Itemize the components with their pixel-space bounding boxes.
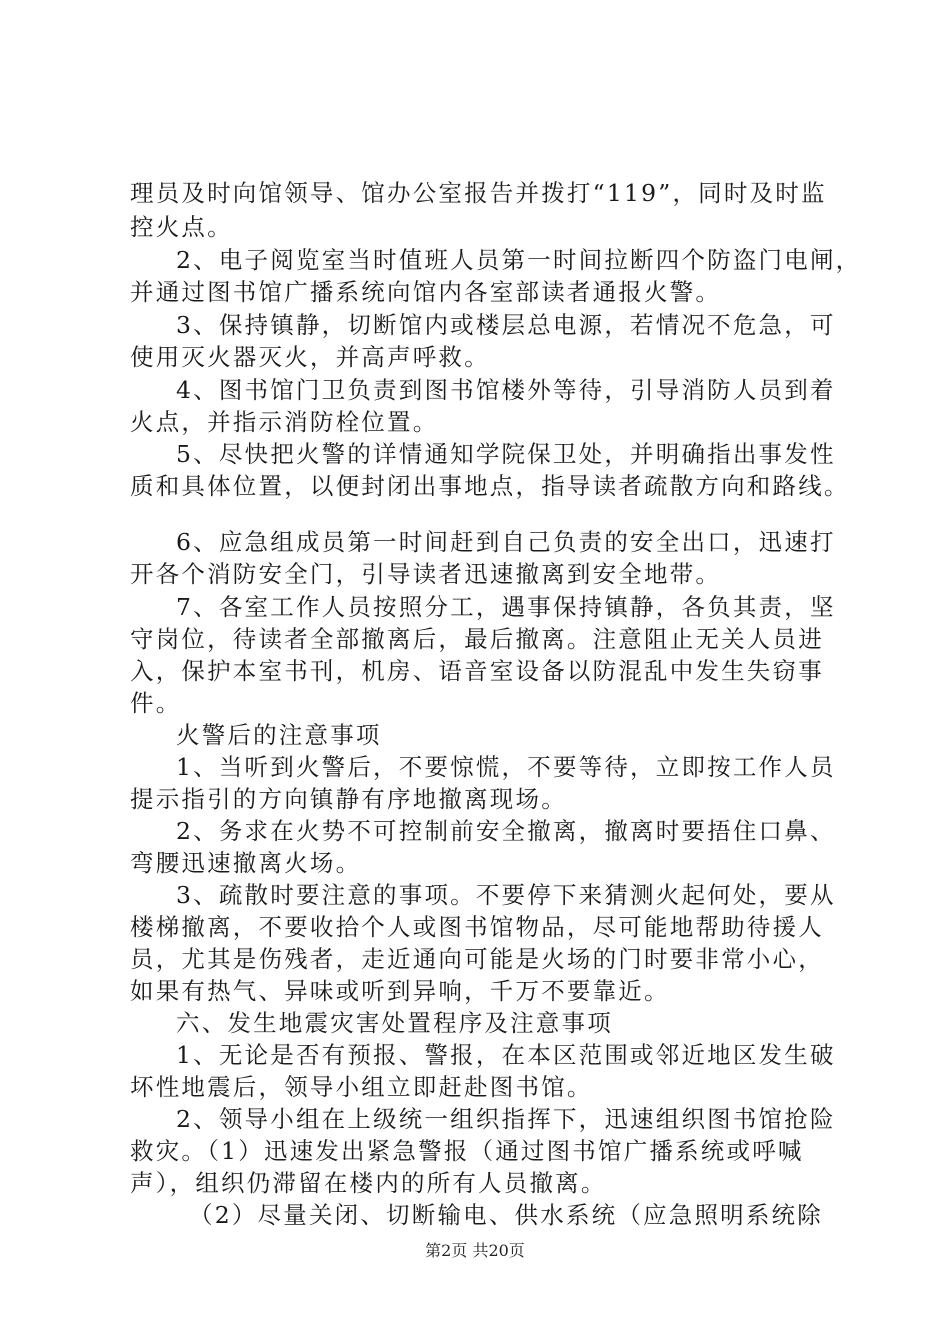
text-line: 2、电子阅览室当时值班人员第一时间拉断四个防盗门电闸，: [176, 246, 862, 274]
text-line: 员，尤其是伤残者，走近通向可能是火场的门时要非常小心，: [130, 945, 824, 973]
text-line: 坏性地震后，领导小组立即赶赴图书馆。: [130, 1073, 593, 1101]
text-line: 理员及时向馆领导、馆办公室报告并拨打“119”，同时及时监: [130, 179, 827, 207]
text-line: 开各个消防安全门，引导读者迅速撤离到安全地带。: [130, 560, 722, 588]
text-line: 救灾。（1）迅速发出紧急警报（通过图书馆广播系统或呼喊: [130, 1137, 804, 1165]
text-line: 4、图书馆门卫负责到图书馆楼外等待，引导消防人员到着: [176, 376, 836, 404]
text-line: 并通过图书馆广播系统向馆内各室部读者通报火警。: [130, 278, 722, 306]
text-line: 火点，并指示消防栓位置。: [130, 408, 439, 436]
text-line: 1、当听到火警后，不要惊慌，不要等待，立即按工作人员: [176, 753, 836, 781]
page-number-footer: 第2页 共20页: [425, 1241, 525, 1260]
text-line: 2、务求在火势不可控制前安全撤离，撤离时要捂住口鼻、: [176, 817, 836, 845]
text-line: 控火点。: [130, 213, 233, 241]
text-line: 2、领导小组在上级统一组织指挥下，迅速组织图书馆抢险: [176, 1105, 836, 1133]
text-line: 楼梯撤离，不要收拾个人或图书馆物品，尽可能地帮助待援人: [130, 913, 824, 941]
text-line: （2）尽量关闭、切断输电、供水系统（应急照明系统除: [189, 1201, 823, 1229]
text-line: 使用灭火器灭火，并高声呼救。: [130, 343, 490, 371]
text-line: 入，保护本室书刊，机房、语音室设备以防混乱中发生失窃事: [130, 657, 824, 685]
text-line: 如果有热气、异味或听到异响，千万不要靠近。: [130, 977, 670, 1005]
text-line: 守岗位，待读者全部撤离后，最后撤离。注意阻止无关人员进: [130, 625, 824, 653]
text-line: 5、尽快把火警的详情通知学院保卫处，并明确指出事发性: [176, 440, 836, 468]
text-line: 3、保持镇静，切断馆内或楼层总电源，若情况不危急，可: [176, 311, 836, 339]
text-line: 质和具体位置，以便封闭出事地点，指导读者疏散方向和路线。: [130, 472, 850, 500]
text-line: 1、无论是否有预报、警报，在本区范围或邻近地区发生破: [176, 1041, 836, 1069]
section-heading: 六、发生地震灾害处置程序及注意事项: [176, 1009, 613, 1037]
text-line: 3、疏散时要注意的事项。不要停下来猜测火起何处，要从: [176, 881, 836, 909]
text-line: 声），组织仍滞留在楼内的所有人员撤离。: [130, 1169, 607, 1197]
section-heading: 火警后的注意事项: [176, 721, 382, 749]
text-line: 6、应急组成员第一时间赶到自己负责的安全出口，迅速打: [176, 528, 836, 556]
text-line: 7、各室工作人员按照分工，遇事保持镇静，各负其责，坚: [176, 593, 836, 621]
text-line: 件。: [130, 689, 182, 717]
text-line: 弯腰迅速撤离火场。: [130, 849, 362, 877]
text-line: 提示指引的方向镇静有序地撤离现场。: [130, 785, 567, 813]
